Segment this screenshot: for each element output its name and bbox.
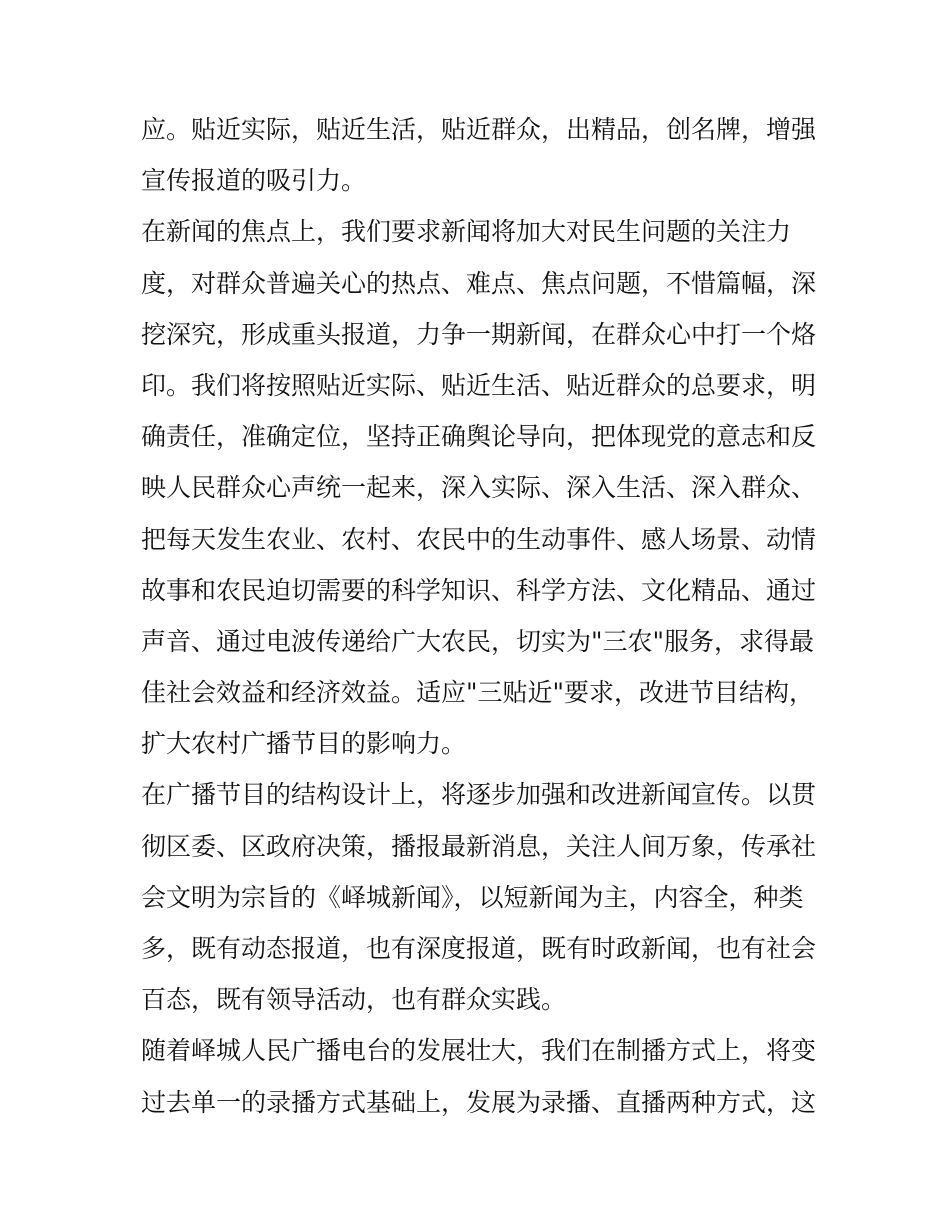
text-line-15: 彻区委、区政府决策，播报最新消息，关注人间万象，传承社: [141, 831, 817, 861]
text-line-20: 过去单一的录播方式基础上，发展为录播、直播两种方式，这: [141, 1087, 817, 1117]
text-line-18: 百态，既有领导活动，也有群众实践。: [141, 985, 567, 1015]
text-line-8: 映人民群众心声统一起来，深入实际、深入生活、深入群众、: [141, 473, 817, 503]
text-line-1: 应。贴近实际，贴近生活，贴近群众，出精品，创名牌，增强: [141, 115, 817, 144]
text-line-16: 会文明为宗旨的《峄城新闻》，以短新闻为主，内容全，种类: [141, 882, 804, 912]
text-line-19: 随着峄城人民广播电台的发展壮大，我们在制播方式上，将变: [141, 1036, 817, 1066]
text-line-6: 印。我们将按照贴近实际、贴近生活、贴近群众的总要求，明: [141, 370, 817, 400]
text-line-9: 把每天发生农业、农村、农民中的生动事件、感人场景、动情: [141, 524, 817, 554]
text-line-4: 度，对群众普遍关心的热点、难点、焦点问题，不惜篇幅，深: [141, 268, 817, 298]
text-line-14: 在广播节目的结构设计上，将逐步加强和改进新闻宣传。以贯: [141, 780, 817, 810]
body-text: [141, 104, 816, 1128]
text-line-17: 多，既有动态报道，也有深度报道，既有时政新闻，也有社会: [141, 934, 817, 963]
text-line-13: 扩大农村广播节目的影响力。: [141, 729, 467, 759]
text-line-12: 佳社会效益和经济效益。适应"三贴近"要求，改进节目结构，: [141, 678, 815, 708]
text-line-2: 宣传报道的吸引力。: [141, 166, 367, 196]
text-line-3: 在新闻的焦点上，我们要求新闻将加大对民生问题的关注力: [141, 217, 792, 247]
text-line-5: 挖深究，形成重头报道，力争一期新闻，在群众心中打一个烙: [141, 319, 817, 349]
text-line-7: 确责任，准确定位，坚持正确舆论导向，把体现党的意志和反: [141, 422, 817, 452]
text-line-11: 声音、通过电波传递给广大农民，切实为"三农"服务，求得最: [141, 626, 815, 656]
text-line-10: 故事和农民迫切需要的科学知识、科学方法、文化精品、通过: [141, 575, 817, 605]
